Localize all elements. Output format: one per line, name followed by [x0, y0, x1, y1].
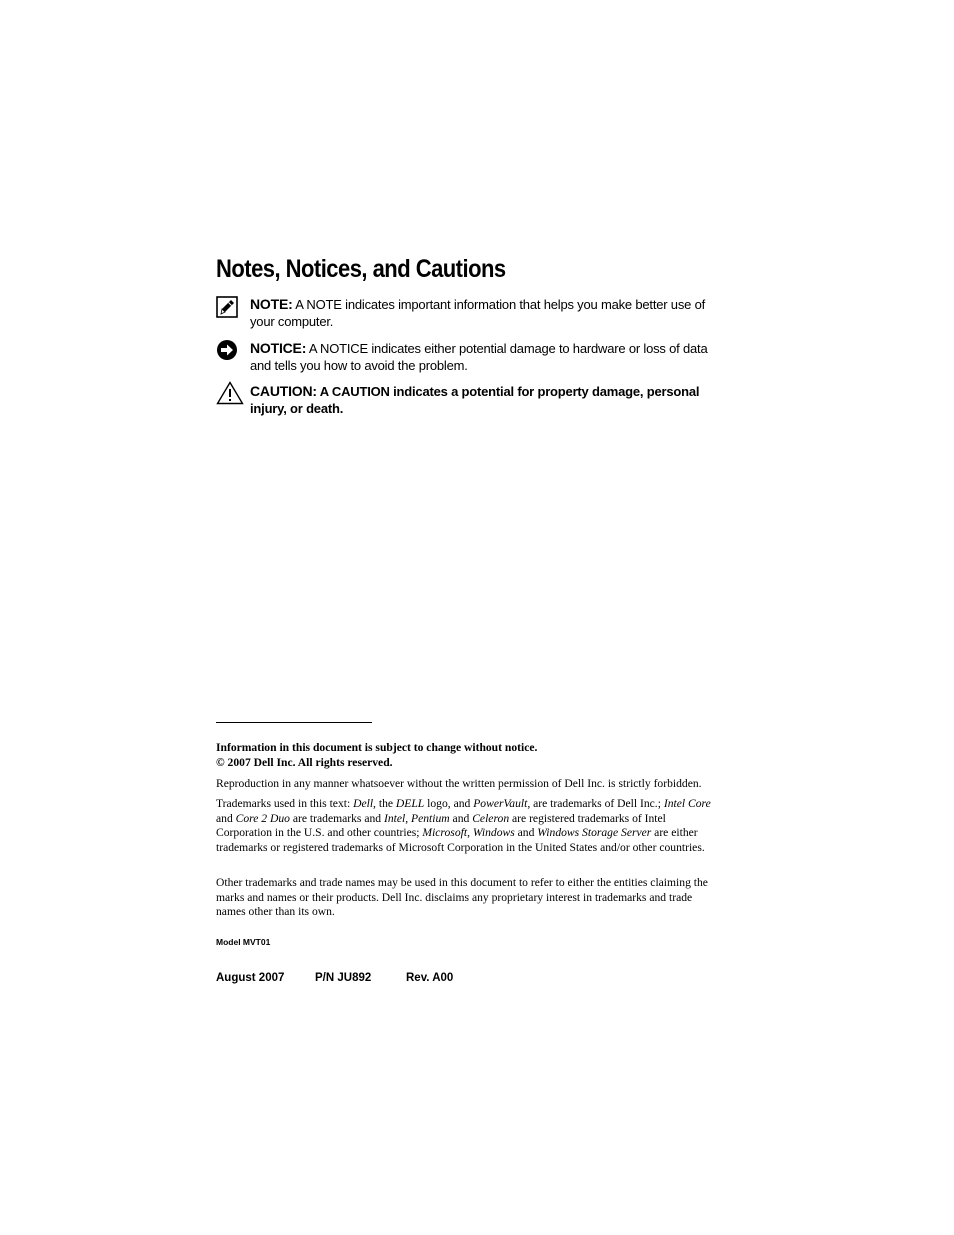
caution-body: A CAUTION indicates a potential for property damage, personal injury, or death. [250, 384, 700, 416]
notice-text [250, 340, 730, 374]
footer-revision: Rev. A00 [406, 972, 454, 984]
note-text [250, 296, 730, 330]
tm-text: , [467, 826, 473, 840]
tm-text: are trademarks and [289, 811, 384, 825]
tm-text: , [405, 811, 412, 825]
tm-pentium: Pentium [411, 811, 450, 825]
tm-text: logo, and [424, 797, 474, 810]
tm-text: are registered trademarks of Intel Corporation in the U.S. and other countries; [216, 811, 666, 840]
note-block [216, 296, 716, 336]
tm-text: are either trademarks or registered trademarks of Microsoft Corporation in the United States and/or other countries. [216, 826, 705, 854]
notice-label: NOTICE: [250, 340, 307, 356]
footer-date: August 2007 [216, 972, 285, 984]
note-body: A NOTE indicates important information that helps you make better use of your computer. [250, 297, 706, 329]
caution-label: CAUTION: [250, 383, 317, 399]
footnote-rule [216, 722, 372, 723]
other-trademarks-text: Other trademarks and trade names may be used in this document to refer to either the entities claiming the marks and names or their products. Dell Inc. disclaims any proprietary interest in trademarks and trade names other than its own. [216, 876, 708, 919]
tm-text: , the [373, 797, 396, 810]
notice-body: A NOTICE indicates either potential damage to hardware or loss of data and tells you how to avoid the problem. [250, 341, 708, 373]
tm-microsoft: Microsoft [422, 826, 468, 840]
tm-powervault: PowerVault, [473, 797, 531, 810]
tm-text: and [514, 826, 538, 840]
footer-part-number: P/N JU892 [315, 972, 372, 984]
note-label: NOTE: [250, 296, 293, 312]
tm-dell: Dell [353, 797, 374, 810]
tm-text: and [216, 811, 236, 825]
notice-block [216, 339, 716, 379]
tm-celeron: Celeron [472, 811, 510, 825]
tm-text: are trademarks of Dell Inc.; [530, 797, 664, 810]
tm-wss: Windows Storage Server [537, 826, 652, 840]
tm-intel-core: Intel Core [663, 797, 711, 810]
caution-triangle-icon [216, 381, 240, 405]
trademarks-text [216, 797, 718, 855]
page-title: Notes, Notices, and Cautions [216, 255, 506, 283]
reproduction-text: Reproduction in any manner whatsoever without the written permission of Dell Inc. is strictly forbidden. [216, 777, 702, 790]
model-number: Model MVT01 [216, 937, 271, 947]
tm-text: Trademarks used in this text: [216, 797, 354, 810]
tm-intel: Intel [383, 811, 406, 825]
change-notice [216, 741, 718, 770]
tm-windows: Windows [472, 826, 515, 840]
caution-text [250, 383, 730, 417]
tm-text: and [449, 811, 473, 825]
note-pencil-icon [216, 296, 240, 320]
tm-core2duo: Core 2 Duo [235, 811, 290, 825]
notice-arrow-icon [216, 339, 240, 363]
copyright-line: © 2007 Dell Inc. All rights reserved. [216, 755, 393, 769]
caution-block [216, 381, 716, 421]
change-notice-line: Information in this document is subject to change without notice. [216, 741, 538, 754]
tm-dell-logo: DELL [395, 797, 425, 810]
